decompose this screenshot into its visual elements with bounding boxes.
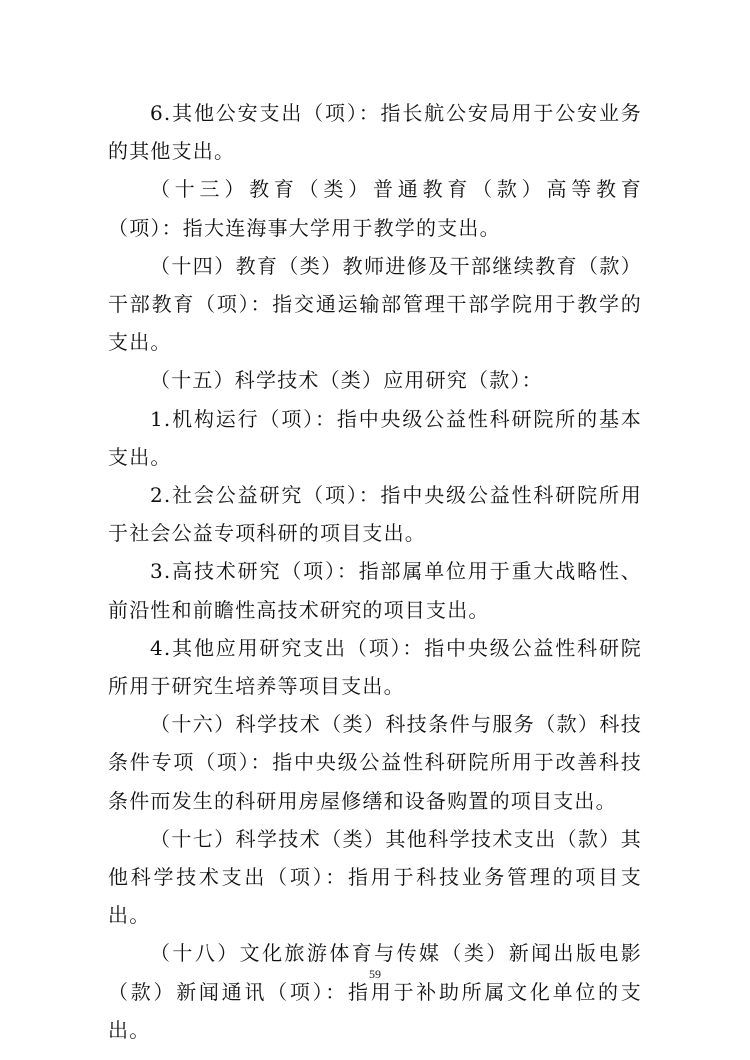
paragraph-other-tech-expenses: （十七）科学技术（类）其他科学技术支出（款）其他科学技术支出（项）：指用于科技业务管理的项目支出。: [108, 826, 642, 928]
paragraph-tech-conditions: （十六）科学技术（类）科技条件与服务（款）科技条件专项（项）：指中央级公益性科研院所用于改善科技条件而发生的科研用房屋修缮和设备购置的项目支出。: [108, 712, 642, 813]
paragraph-other-applied-research: 4.其他应用研究支出（项）：指中央级公益性科研院所用于研究生培养等项目支出。: [108, 635, 642, 699]
paragraph-high-tech-research: 3.高技术研究（项）：指部属单位用于重大战略性、前沿性和前瞻性高技术研究的项目支出。: [108, 559, 642, 622]
body-text: [108, 94, 642, 1049]
paragraph-cadre-education: （十四）教育（类）教师进修及干部继续教育（款）干部教育（项）：指交通运输部管理干部学院用于教学的支出。: [108, 253, 642, 355]
paragraph-public-welfare-research: 2.社会公益研究（项）：指中央级公益性科研院所用于社会公益专项科研的项目支出。: [108, 483, 642, 546]
page-number: 59: [369, 967, 381, 981]
paragraph-news-communication: （十八）文化旅游体育与传媒（类）新闻出版电影（款）新闻通讯（项）：指用于补助所属文化单位的支出。: [108, 941, 642, 1042]
paragraph-other-public-security: 6.其他公安支出（项）：指长航公安局用于公安业务的其他支出。: [108, 101, 642, 164]
paragraph-higher-education: （十三）教育（类）普通教育（款）高等教育（项）：指大连海事大学用于教学的支出。: [108, 177, 642, 240]
paragraph-applied-research: （十五）科学技术（类）应用研究（款）：: [150, 368, 543, 393]
paragraph-institution-operation: 1.机构运行（项）：指中央级公益性科研院所的基本支出。: [108, 406, 642, 469]
